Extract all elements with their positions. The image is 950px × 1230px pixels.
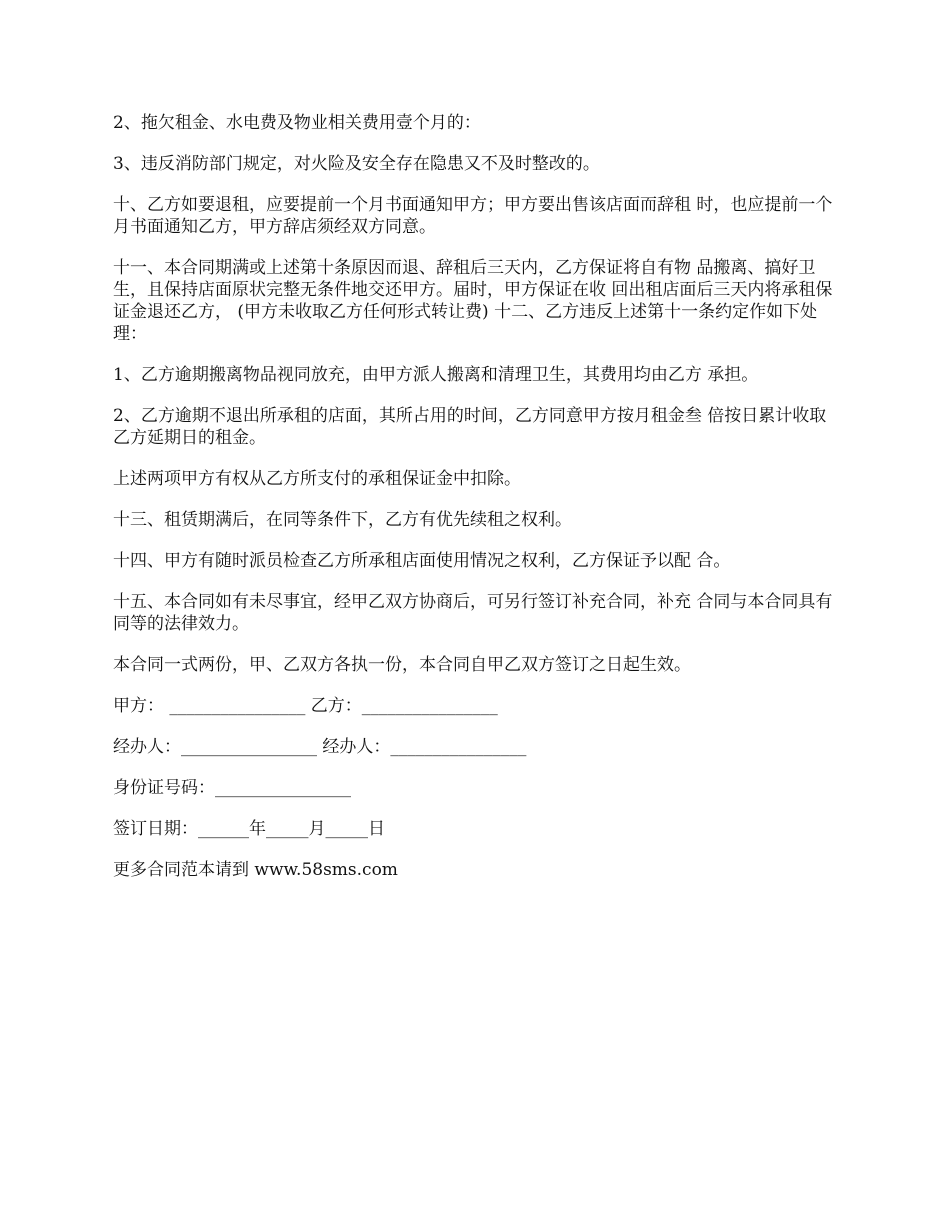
clause-15-supplementary-contract: 十五、本合同如有未尽事宜，经甲乙双方协商后，可另行签订补充合同，补充 合同与本合同具有同等的法律效力。 [113,592,833,634]
party-signature-line: 甲方： ________________ 乙方：________________ [113,696,498,716]
footer-link-note: 更多合同范本请到 www.58sms.com [113,860,398,880]
clause-3-fire-safety: 3、违反消防部门规定，对火险及安全存在隐患又不及时整改的。 [113,154,600,174]
agent-signature-line: 经办人：________________ 经办人：________________ [113,737,527,757]
id-number-line: 身份证号码：________________ [113,778,351,798]
clause-13-renewal-priority: 十三、租赁期满后，在同等条件下，乙方有优先续租之权利。 [113,510,572,530]
clause-14-inspection-right: 十四、甲方有随时派员检查乙方所承租店面使用情况之权利，乙方保证予以配 合。 [113,551,731,571]
deposit-deduction-note: 上述两项甲方有权从乙方所支付的承租保证金中扣除。 [113,469,521,489]
copies-and-effectiveness: 本合同一式两份，甲、乙双方各执一份，本合同自甲乙双方签订之日起生效。 [113,655,691,675]
clause-10-termination-notice: 十、乙方如要退租，应要提前一个月书面通知甲方；甲方要出售该店面而辞租 时，也应提前一个月书面通知乙方，甲方辞店须经双方同意。 [113,195,833,237]
contract-page [113,112,838,900]
clause-2-rent-arrears: 2、拖欠租金、水电费及物业相关费用壹个月的： [113,113,481,133]
clause-12-2-overdue-occupancy: 2、乙方逾期不退出所承租的店面，其所占用的时间，乙方同意甲方按月租金叁 倍按日累计收取乙方延期日的租金。 [113,406,827,448]
clause-11-handover: 十一、本合同期满或上述第十条原因而退、辞租后三天内，乙方保证将自有物 品搬离、搞好卫生，且保持店面原状完整无条件地交还甲方。届时，甲方保证在收 回出租店面后三天内将承租保证金退还乙方， (甲方未收取乙方任何形式转让费) 十二、乙方违反上述第十一条约定作如下处理： [113,258,833,344]
clause-12-1-overdue-removal: 1、乙方逾期搬离物品视同放充，由甲方派人搬离和清理卫生，其费用均由乙方 承担。 [113,365,759,385]
signing-date-line: 签订日期：______年_____月_____日 [113,819,385,839]
